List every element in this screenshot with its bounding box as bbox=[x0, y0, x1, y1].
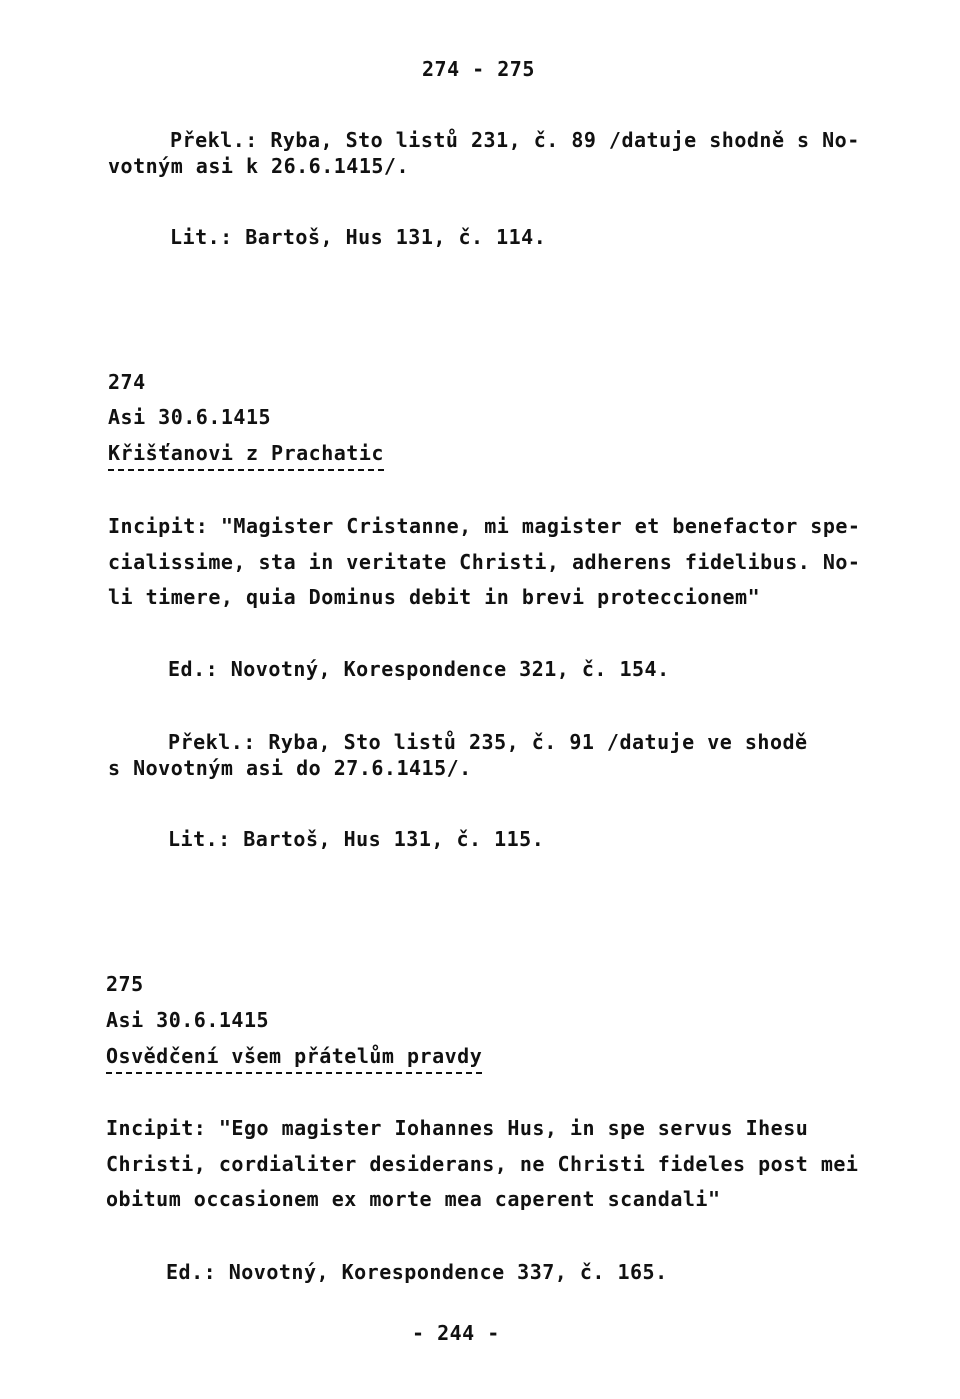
incipit-line: Christi, cordialiter desiderans, ne Christi fideles post mei bbox=[106, 1152, 859, 1176]
entry-date: Asi 30.6.1415 bbox=[106, 1008, 270, 1032]
incipit-line: Incipit: "Ego magister Iohannes Hus, in spe servus Ihesu bbox=[106, 1116, 809, 1140]
incipit-line: obitum occasionem ex morte mea caperent scandali" bbox=[106, 1187, 721, 1211]
incipit-line: li timere, quia Dominus debit in brevi proteccionem" bbox=[108, 585, 761, 609]
entry-number: 274 bbox=[108, 370, 146, 394]
incipit-line: cialissime, sta in veritate Christi, adherens fidelibus. No- bbox=[108, 550, 861, 574]
translation-reference-line: s Novotným asi do 27.6.1415/. bbox=[108, 756, 472, 780]
literature-reference: Lit.: Bartoš, Hus 131, č. 115. bbox=[168, 827, 545, 851]
page-range-header: 274 - 275 bbox=[422, 57, 535, 81]
entry-number: 275 bbox=[106, 972, 144, 996]
entry-title: Osvědčení všem přátelům pravdy bbox=[106, 1043, 482, 1074]
translation-reference-line: Překl.: Ryba, Sto listů 231, č. 89 /datuje shodně s No- bbox=[170, 128, 860, 152]
incipit-line: Incipit: "Magister Cristanne, mi magister et benefactor spe- bbox=[108, 514, 861, 538]
page-number: - 244 - bbox=[412, 1321, 500, 1345]
edition-reference: Ed.: Novotný, Korespondence 337, č. 165. bbox=[166, 1260, 668, 1284]
edition-reference: Ed.: Novotný, Korespondence 321, č. 154. bbox=[168, 657, 670, 681]
literature-reference: Lit.: Bartoš, Hus 131, č. 114. bbox=[170, 225, 547, 249]
translation-reference-line: votným asi k 26.6.1415/. bbox=[108, 154, 409, 178]
entry-title: Křišťanovi z Prachatic bbox=[108, 440, 384, 471]
translation-reference-line: Překl.: Ryba, Sto listů 235, č. 91 /datuje ve shodě bbox=[168, 730, 808, 754]
entry-date: Asi 30.6.1415 bbox=[108, 405, 272, 429]
